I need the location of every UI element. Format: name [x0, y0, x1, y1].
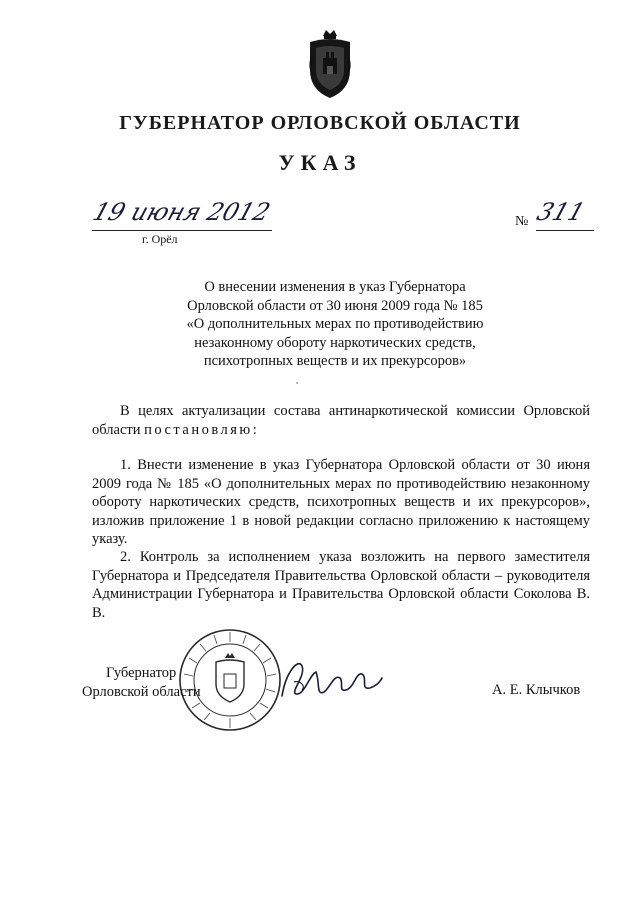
decree-subject [160, 278, 510, 371]
authority-title: ГУБЕРНАТОР ОРЛОВСКОЙ ОБЛАСТИ [119, 112, 521, 134]
signatory-name: А. Е. Клычков [492, 682, 581, 698]
number-label: № [515, 214, 529, 229]
date-field [89, 198, 274, 231]
signatory-title-line2: Орловской области [82, 683, 201, 700]
subject-line: О внесении изменения в указ Губернатора [204, 279, 466, 295]
subject-line: Орловской области от 30 июня 2009 года № 185 [187, 297, 483, 314]
number-field [533, 198, 594, 231]
city-label: г. Орёл [142, 232, 178, 246]
item-2-paragraph [92, 548, 590, 622]
signatory-title [82, 664, 201, 701]
intro-text: В целях актуализации состава антинаркотической комиссии Орловской области [92, 403, 590, 438]
handwritten-number: 311 [533, 198, 589, 226]
handwritten-date: 19 июня 2012 [89, 198, 274, 226]
subject-line: «О дополнительных мерах по противодействию [186, 316, 484, 332]
item-2-text: 2. Контроль за исполнением указа возложить на первого заместителя Губернатора и Председателя Правительства Орловской области – руководителя Администрации Губернатора и Правительства Орловской области Соколова В. В. [92, 549, 590, 621]
intro-paragraph [92, 402, 590, 439]
handwritten-signature-icon [276, 652, 386, 708]
document-type: УКАЗ [278, 150, 362, 175]
subject-line: психотропных веществ и их прекурсоров» [203, 353, 467, 369]
subject-line: незаконному обороту наркотических средств, [194, 334, 476, 351]
item-1-paragraph [92, 456, 590, 549]
signatory-title-line1: Губернатор [106, 665, 177, 681]
item-1-text: 1. Внести изменение в указ Губернатора Орловской области от 30 июня 2009 года № 185 «О дополнительных мерах по противодействию незаконному обороту наркотических средств, психотропных веществ и их прекурсоров», изложив приложение 1 в новой редакции согласно приложению к настоящему указу. [92, 457, 590, 547]
intro-keyword: постановляю: [144, 421, 260, 438]
scan-speck [296, 382, 298, 384]
coat-of-arms-icon [306, 28, 354, 102]
